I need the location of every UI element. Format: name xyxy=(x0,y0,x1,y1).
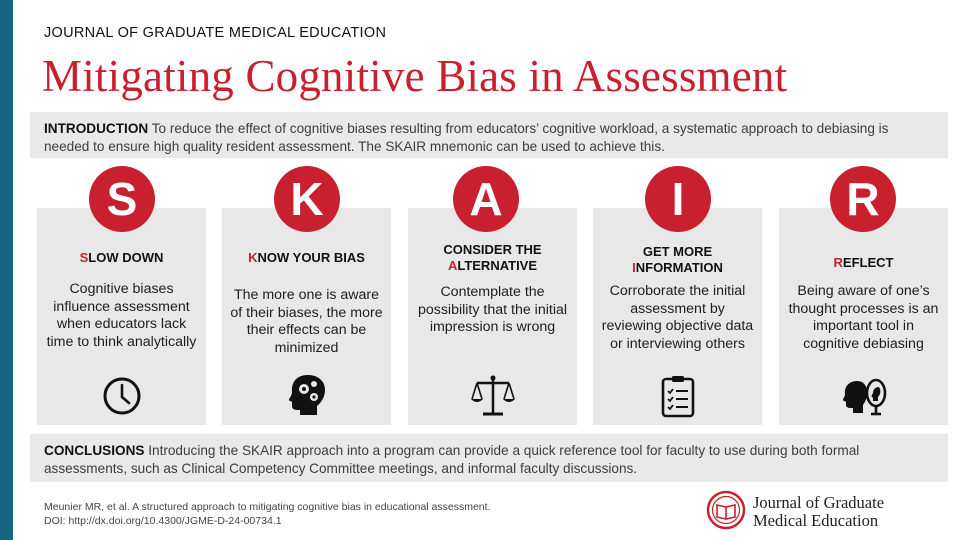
side-accent-bar xyxy=(0,0,13,540)
clock-icon xyxy=(99,373,145,419)
step-description: Being aware of one’s thought processes is an important tool in cognitive debiasing xyxy=(788,283,939,352)
jgme-logo-icon xyxy=(706,490,746,530)
mirror-reflection-icon xyxy=(841,373,887,419)
citation-doi[interactable]: DOI: http://dx.doi.org/10.4300/JGME-D-24-00734.1 xyxy=(44,515,282,527)
scales-icon xyxy=(470,373,516,419)
step-description: The more one is aware of their biases, the more their effects can be minimized xyxy=(230,287,383,356)
conclusions-label: CONCLUSIONS xyxy=(44,443,145,458)
letter-badge-r: R xyxy=(830,166,896,232)
step-card-get-more-information xyxy=(593,208,762,425)
step-title: SLOW DOWN xyxy=(79,250,164,265)
letter-badge-a: A xyxy=(453,166,519,232)
introduction-body: To reduce the effect of cognitive biases resulting from educators’ cognitive workload, a systematic approach to debiasing is needed to ensure high quality resident assessment. The SKAIR mnemonic can be used to achieve this. xyxy=(44,121,889,154)
step-description: Corroborate the initial assessment by reviewing objective data or interviewing others xyxy=(601,283,754,352)
step-description: Cognitive biases influence assessment when educators lack time to think analytically xyxy=(46,281,197,350)
citation-reference: Meunier MR, et al. A structured approach to mitigating cognitive bias in educational assessment. xyxy=(44,501,491,513)
step-title: CONSIDER THE ALTERNATIVE xyxy=(443,242,542,273)
conclusions-text xyxy=(44,442,934,478)
conclusions-body: Introducing the SKAIR approach into a program can provide a quick reference tool for faculty to use during both formal assessments, such as Clinical Competency Committee meetings, and informal faculty discussions. xyxy=(44,443,860,476)
step-title: GET MORE INFORMATION xyxy=(632,244,723,275)
letter-badge-k: K xyxy=(274,166,340,232)
step-description: Contemplate the possibility that the initial impression is wrong xyxy=(417,284,568,335)
journal-logo-text: Journal of Graduate Medical Education xyxy=(753,493,885,530)
journal-name-header: JOURNAL OF GRADUATE MEDICAL EDUCATION xyxy=(44,25,387,41)
step-card-consider-alternative xyxy=(408,208,577,425)
letter-badge-i: I xyxy=(645,166,711,232)
step-title: REFLECT xyxy=(833,255,894,270)
citation xyxy=(44,500,491,528)
step-card-reflect xyxy=(779,208,948,425)
introduction-label: INTRODUCTION xyxy=(44,121,149,136)
clipboard-checklist-icon xyxy=(655,373,701,419)
step-card-slow-down xyxy=(37,208,206,425)
letter-badge-s: S xyxy=(89,166,155,232)
step-title: KNOW YOUR BIAS xyxy=(248,250,365,265)
introduction-text xyxy=(44,120,934,156)
step-card-know-your-bias xyxy=(222,208,391,425)
head-gears-icon xyxy=(284,371,330,417)
page-title: Mitigating Cognitive Bias in Assessment xyxy=(42,51,788,101)
